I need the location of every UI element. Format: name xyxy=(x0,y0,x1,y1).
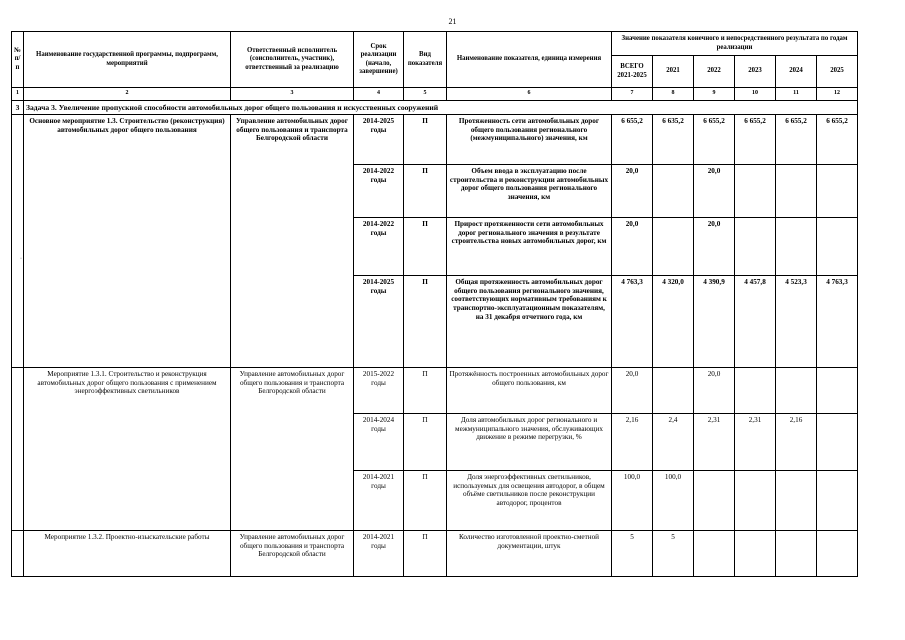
executor-name: Управление автомобильных дорог общего пользования и транспорта Белгородской области xyxy=(231,368,354,531)
value-cell: 4 763,3 xyxy=(612,276,653,368)
value-cell: 4 457,8 xyxy=(735,276,776,368)
column-number: 12 xyxy=(817,88,858,101)
type-cell: П xyxy=(404,471,447,531)
column-number-row xyxy=(12,88,858,101)
value-cell xyxy=(817,471,858,531)
page-number: 21 xyxy=(448,17,457,26)
program-name: Мероприятие 1.3.2. Проектно-изыскательские работы xyxy=(24,531,231,577)
value-cell: 20,0 xyxy=(694,368,735,414)
value-cell xyxy=(694,471,735,531)
period-cell: 2014-2021 годы xyxy=(354,471,404,531)
value-cell xyxy=(776,368,817,414)
period-cell: 2014-2021 годы xyxy=(354,531,404,577)
value-cell: 6 655,2 xyxy=(776,115,817,165)
value-cell xyxy=(776,471,817,531)
indicator-cell: Общая протяженность автомобильных дорог общего пользования регионального значения, соответствующих нормативным требованиям к транспортно-эксплуатационным показателям, на 31 декабря отчетного года, км xyxy=(447,276,612,368)
value-cell: 20,0 xyxy=(612,218,653,276)
value-cell xyxy=(735,471,776,531)
header-no: № п/п xyxy=(12,32,24,88)
table-row xyxy=(12,115,858,165)
value-cell: 5 xyxy=(612,531,653,577)
value-cell xyxy=(776,218,817,276)
row-number-cell xyxy=(12,368,24,531)
column-number: 6 xyxy=(447,88,612,101)
table-row xyxy=(12,531,858,577)
header-year: 2021 xyxy=(653,56,694,88)
indicator-cell: Протяженность сети автомобильных дорог общего пользования регионального (межмуниципального) значения, км xyxy=(447,115,612,165)
column-number: 3 xyxy=(231,88,354,101)
value-cell xyxy=(735,531,776,577)
type-cell: П xyxy=(404,218,447,276)
task-title: Задача 3. Увеличение пропускной способности автомобильных дорог общего пользования и искусственных сооружений xyxy=(24,101,858,115)
column-number: 9 xyxy=(694,88,735,101)
value-cell xyxy=(653,218,694,276)
type-cell: П xyxy=(404,531,447,577)
column-number: 7 xyxy=(612,88,653,101)
value-cell: 6 655,2 xyxy=(735,115,776,165)
value-cell xyxy=(817,165,858,218)
column-number: 4 xyxy=(354,88,404,101)
header-type: Вид показателя xyxy=(404,32,447,88)
value-cell: 2,16 xyxy=(612,414,653,471)
value-cell: 2,4 xyxy=(653,414,694,471)
task-row xyxy=(12,101,858,115)
value-cell: 20,0 xyxy=(694,218,735,276)
value-cell: 4 523,3 xyxy=(776,276,817,368)
type-cell: П xyxy=(404,115,447,165)
header-executor: Ответственный исполнитель (соисполнитель, участник), ответственный за реализацию xyxy=(231,32,354,88)
value-cell: 6 655,2 xyxy=(612,115,653,165)
value-cell xyxy=(817,218,858,276)
period-cell: 2014-2022 годы xyxy=(354,165,404,218)
column-number: 11 xyxy=(776,88,817,101)
column-number: 5 xyxy=(404,88,447,101)
indicator-cell: Объем ввода в эксплуатацию после строительства и реконструкции автомобильных дорог общего пользования регионального значения, км xyxy=(447,165,612,218)
header-indicator: Наименование показателя, единица измерения xyxy=(447,32,612,88)
value-cell: 20,0 xyxy=(612,165,653,218)
header-year: 2025 xyxy=(817,56,858,88)
value-cell: 6 635,2 xyxy=(653,115,694,165)
executor-name: Управление автомобильных дорог общего пользования и транспорта Белгородской области xyxy=(231,531,354,577)
column-number: 8 xyxy=(653,88,694,101)
value-cell xyxy=(694,531,735,577)
value-cell: 6 655,2 xyxy=(817,115,858,165)
row-number-cell xyxy=(12,531,24,577)
indicator-cell: Доля энергоэффективных светильников, используемых для освещения автодорог, в общем объёме светильников после реконструкции автодорог, процентов xyxy=(447,471,612,531)
value-cell xyxy=(735,218,776,276)
value-cell: 100,0 xyxy=(653,471,694,531)
value-cell xyxy=(653,165,694,218)
executor-name: Управление автомобильных дорог общего пользования и транспорта Белгородской области xyxy=(231,115,354,368)
period-cell: 2015-2022 годы xyxy=(354,368,404,414)
type-cell: П xyxy=(404,368,447,414)
column-number: 10 xyxy=(735,88,776,101)
task-number: 3 xyxy=(12,101,24,115)
indicator-cell: Прирост протяженности сети автомобильных дорог регионального значения в результате строительства новых автомобильных дорог, км xyxy=(447,218,612,276)
value-cell: 5 xyxy=(653,531,694,577)
program-name: Основное мероприятие 1.3. Строительство (реконструкция) автомобильных дорог общего пользования xyxy=(24,115,231,368)
header-values: Значение показателя конечного и непосредственного результата по годам реализации xyxy=(612,32,858,56)
header-period: Срок реализации (начало, завершение) xyxy=(354,32,404,88)
type-cell: П xyxy=(404,165,447,218)
column-number: 1 xyxy=(12,88,24,101)
value-cell xyxy=(817,368,858,414)
indicator-table xyxy=(11,31,858,577)
header-year: ВСЕГО 2021-2025 xyxy=(612,56,653,88)
type-cell: П xyxy=(404,276,447,368)
scan-mark: · xyxy=(20,256,22,262)
program-name: Мероприятие 1.3.1. Строительство и реконструкция автомобильных дорог общего пользования с применением энергоэффективных светильников xyxy=(24,368,231,531)
period-cell: 2014-2024 годы xyxy=(354,414,404,471)
table-row xyxy=(12,368,858,414)
value-cell: 2,31 xyxy=(735,414,776,471)
value-cell: 100,0 xyxy=(612,471,653,531)
column-number: 2 xyxy=(24,88,231,101)
indicator-cell: Доля автомобильных дорог регионального и межмуниципального значения, обслуживающих движение в режиме перегрузки, % xyxy=(447,414,612,471)
value-cell: 2,16 xyxy=(776,414,817,471)
type-cell: П xyxy=(404,414,447,471)
value-cell: 4 320,0 xyxy=(653,276,694,368)
period-cell: 2014-2025 годы xyxy=(354,115,404,165)
value-cell xyxy=(817,531,858,577)
value-cell xyxy=(817,414,858,471)
value-cell: 20,0 xyxy=(694,165,735,218)
header-year: 2022 xyxy=(694,56,735,88)
value-cell xyxy=(735,368,776,414)
value-cell xyxy=(776,165,817,218)
value-cell xyxy=(776,531,817,577)
period-cell: 2014-2022 годы xyxy=(354,218,404,276)
value-cell: 4 390,9 xyxy=(694,276,735,368)
header-name: Наименование государственной программы, подпрограмм, мероприятий xyxy=(24,32,231,88)
value-cell xyxy=(653,368,694,414)
indicator-cell: Количество изготовленной проектно-сметной документации, штук xyxy=(447,531,612,577)
value-cell: 6 655,2 xyxy=(694,115,735,165)
header-year: 2023 xyxy=(735,56,776,88)
value-cell xyxy=(735,165,776,218)
value-cell: 20,0 xyxy=(612,368,653,414)
indicator-cell: Протяжённость построенных автомобильных дорог общего пользования, км xyxy=(447,368,612,414)
value-cell: 4 763,3 xyxy=(817,276,858,368)
value-cell: 2,31 xyxy=(694,414,735,471)
row-number-cell xyxy=(12,115,24,368)
header-year: 2024 xyxy=(776,56,817,88)
period-cell: 2014-2025 годы xyxy=(354,276,404,368)
